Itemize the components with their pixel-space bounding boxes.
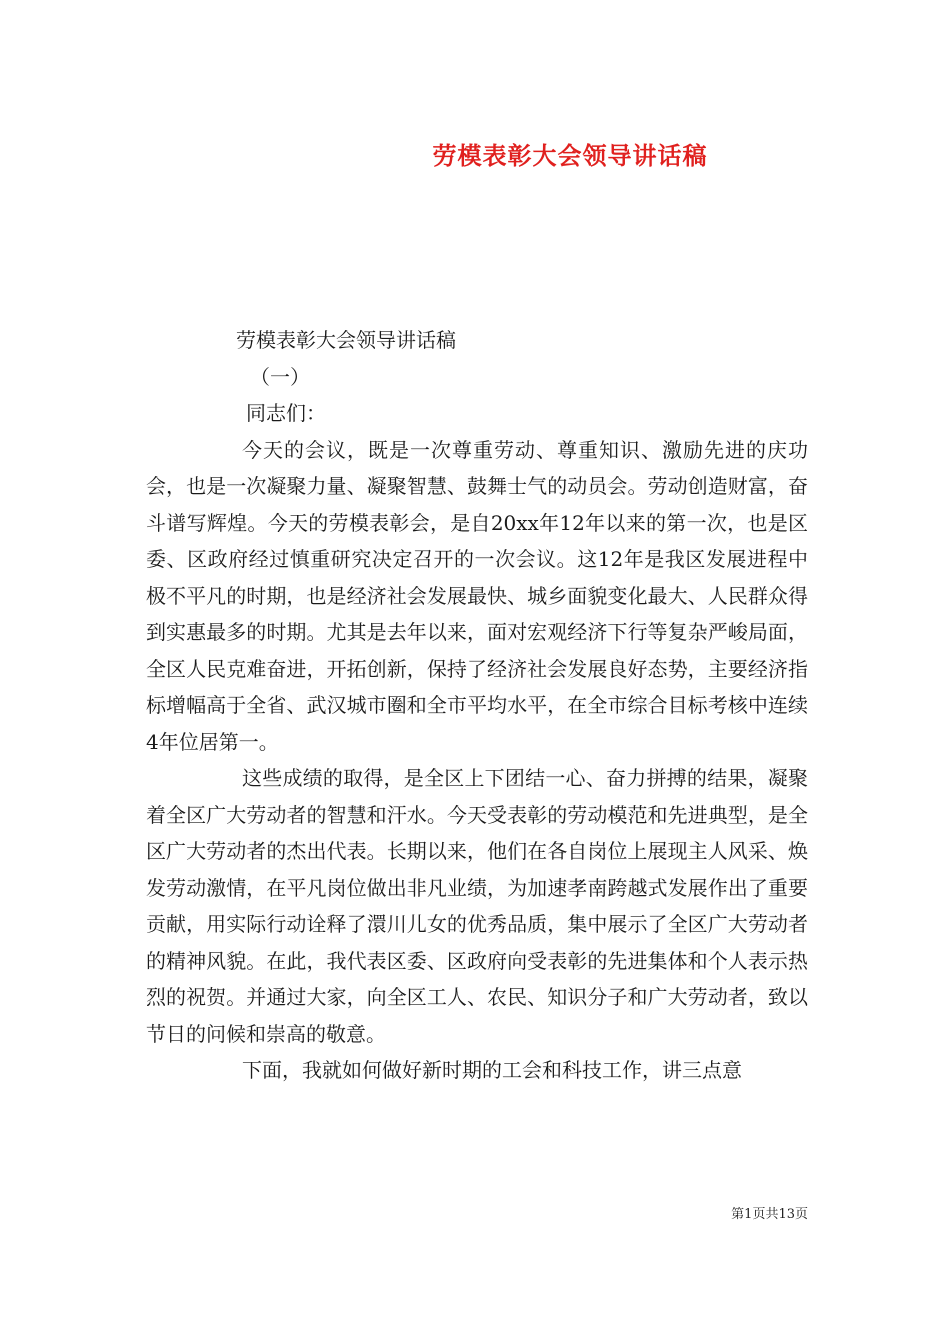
section-marker: （一）: [250, 364, 310, 389]
paragraph: 这些成绩的取得，是全区上下团结一心、奋力拼搏的结果，凝聚着全区广大劳动者的智慧和汗水。今天受表彰的劳动模范和先进典型，是全区广大劳动者的杰出代表。长期以来，他们在各自岗位上展现主人风采、焕发劳动激情，在平凡岗位做出非凡业绩，为加速孝南跨越式发展作出了重要贡献，用实际行动诠释了澴川儿女的优秀品质，集中展示了全区广大劳动者的精神风貌。在此，我代表区委、区政府向受表彰的先进集体和个人表示热烈的祝贺。并通过大家，向全区工人、农民、知识分子和广大劳动者，致以节日的问候和崇高的敬意。: [146, 766, 808, 1046]
salutation: 同志们：: [246, 401, 326, 425]
page-number-footer: 第1页共13页: [731, 1207, 808, 1222]
document-subtitle: 劳模表彰大会领导讲话稿: [236, 328, 456, 352]
paragraph: 下面，我就如何做好新时期的工会和科技工作，讲三点意: [242, 1058, 742, 1082]
paragraph: 今天的会议，既是一次尊重劳动、尊重知识、激励先进的庆功会，也是一次凝聚力量、凝聚智慧、鼓舞士气的动员会。劳动创造财富，奋斗谱写辉煌。今天的劳模表彰会，是自20xx年12年以来的第一次，也是区委、区政府经过慎重研究决定召开的一次会议。这12年是我区发展进程中极不平凡的时期，也是经济社会发展最快、城乡面貌变化最大、人民群众得到实惠最多的时期。尤其是去年以来，面对宏观经济下行等复杂严峻局面，全区人民克难奋进，开拓创新，保持了经济社会发展良好态势，主要经济指标增幅高于全省、武汉城市圈和全市平均水平，在全市综合目标考核中连续4年位居第一。: [146, 437, 808, 754]
document-body: [146, 322, 808, 1089]
document-title: 劳模表彰大会领导讲话稿: [432, 141, 708, 170]
